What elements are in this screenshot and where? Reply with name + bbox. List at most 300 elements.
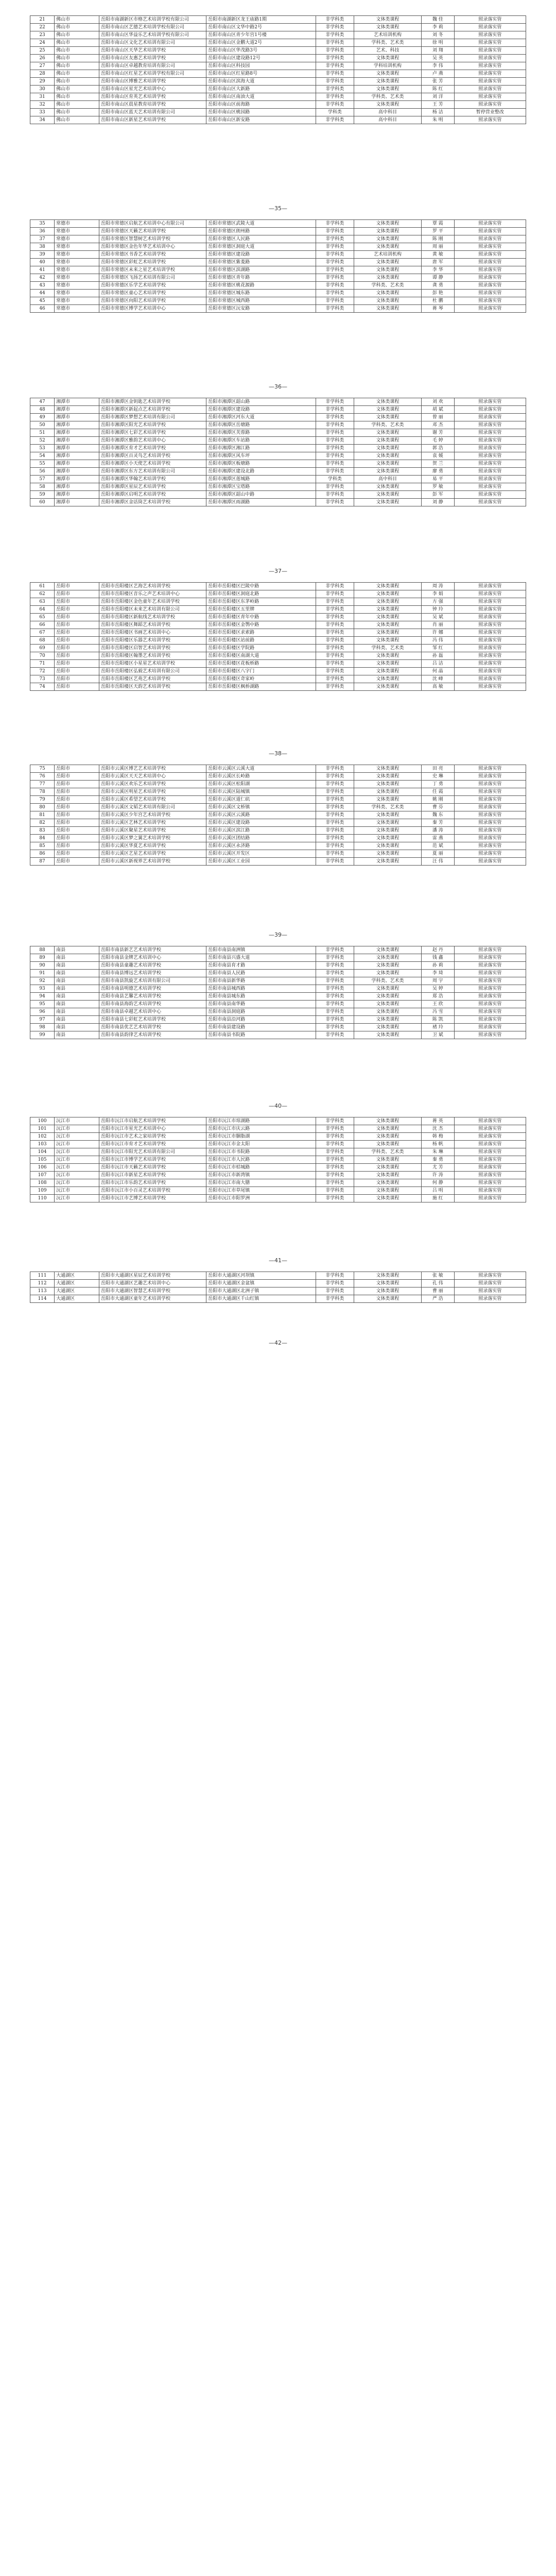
row-remark: 照录落实管 [454,850,526,858]
row-type: 非学科类 [316,683,354,691]
row-type: 非学科类 [316,1133,354,1141]
row-school-name: 岳阳市沅江市天籁艺术培训学校 [99,1164,206,1172]
row-address: 岳阳市南山区金鹏大道2号 [206,39,316,47]
row-remark: 照录落实管 [454,86,526,93]
row-course: 文体类课程 [354,70,422,78]
row-address: 岳阳市岳阳楼区枫桥湖路 [206,683,316,691]
row-number: 75 [30,765,55,773]
row-address: 岳阳市湘潭区岳塘路 [206,421,316,429]
row-city: 湘潭市 [55,476,99,483]
row-contact: 张 芳 [421,78,454,86]
table-row [30,31,526,39]
row-number: 71 [30,660,55,668]
row-address: 岳阳市南湖新区龙王庙路1期 [206,16,316,24]
row-school-name: 岳阳市南山区艺德艺术培训学校有限公司 [99,24,206,31]
row-school-name: 岳阳市云溪区聚星艺术培训学校 [99,827,206,835]
row-city: 常德市 [55,266,99,274]
row-number: 76 [30,773,55,781]
row-course: 文体类课程 [354,398,422,406]
row-city: 岳阳市 [55,683,99,691]
row-address: 岳阳市常德区桃花源路 [206,282,316,290]
row-remark: 照录落实管 [454,116,526,124]
row-course: 学科类、艺术类 [354,1148,422,1156]
row-number: 113 [30,1287,55,1295]
row-number: 93 [30,985,55,993]
row-school-name: 岳阳市沅江市育才艺术培训学校 [99,1141,206,1148]
row-school-name: 岳阳市常德区书香艺术培训学校 [99,251,206,259]
row-city: 佛山市 [55,116,99,124]
row-course: 文体类课程 [354,781,422,788]
page-number: —38— [269,750,287,757]
row-type: 非学科类 [316,962,354,970]
row-number: 26 [30,55,55,62]
row-course: 文体类课程 [354,305,422,313]
row-address: 岳阳市南山区华茂路3号 [206,47,316,55]
table-row [30,452,526,460]
row-remark: 照录落实管 [454,954,526,962]
row-address: 岳阳市南县建设路 [206,1024,316,1031]
row-address: 岳阳市沅江市金太阳 [206,1141,316,1148]
table-row [30,804,526,811]
row-address: 岳阳市云溪区松阳湖 [206,781,316,788]
row-city: 岳阳市 [55,827,99,835]
row-course: 文体类课程 [354,235,422,243]
row-course: 文体类课程 [354,1295,422,1303]
row-number: 49 [30,414,55,421]
row-number: 69 [30,645,55,652]
row-remark: 照录落实管 [454,1164,526,1172]
page-number: —42— [269,1340,287,1346]
row-contact: 孔 伟 [421,1280,454,1287]
row-address: 岳阳市湘潭区湘江路 [206,445,316,452]
row-school-name: 岳阳市湘潭区金钥匙艺术培训学校 [99,398,206,406]
row-city: 佛山市 [55,31,99,39]
table-row [30,668,526,675]
row-remark: 照录落实管 [454,460,526,468]
row-school-name: 岳阳市云溪区明星艺术培训学校 [99,788,206,796]
row-school-name: 岳阳市南县优艺艺术培训学校 [99,1024,206,1031]
row-contact: 何 晶 [421,668,454,675]
row-course: 文体类课程 [354,24,422,31]
row-address: 岳阳市南山区青少年宫1号楼 [206,31,316,39]
row-address: 岳阳市湘潭区建设北路 [206,468,316,476]
row-city: 佛山市 [55,101,99,109]
row-city: 湘潭市 [55,460,99,468]
row-school-name: 岳阳市云溪区天天艺术培训中心 [99,773,206,781]
row-school-name: 岳阳市岳阳楼区舞蹈艺术培训学校 [99,621,206,629]
row-school-name: 岳阳市云溪区梦之翼艺术培训学校 [99,835,206,842]
row-course: 文体类课程 [354,773,422,781]
row-course: 文体类课程 [354,78,422,86]
row-address: 岳阳市南县南华路 [206,1001,316,1008]
row-course: 文体类课程 [354,835,422,842]
row-remark: 照录落实管 [454,437,526,445]
row-school-name: 岳阳市常德区乐学艺术培训学校 [99,282,206,290]
row-remark: 照录落实管 [454,1172,526,1179]
document-page [30,1272,526,1303]
table-row [30,850,526,858]
row-type: 非学科类 [316,1008,354,1016]
table-row [30,1141,526,1148]
row-number: 64 [30,606,55,614]
page-number: —37— [269,568,287,574]
row-remark: 照录落实管 [454,491,526,499]
row-type: 非学科类 [316,583,354,590]
row-contact: 高 敏 [421,683,454,691]
row-type: 非学科类 [316,220,354,228]
row-type: 非学科类 [316,970,354,977]
row-remark: 照录落实管 [454,406,526,414]
row-school-name: 岳阳市岳阳楼区音乐之声艺术培训中心 [99,590,206,598]
row-remark: 照录落实管 [454,970,526,977]
row-school-name: 岳阳市云溪区艺林艺术培训学校 [99,819,206,827]
row-remark: 照录落实管 [454,266,526,274]
row-city: 岳阳市 [55,614,99,621]
page-number: —40— [269,1103,287,1109]
row-remark: 照录落实管 [454,101,526,109]
table-row [30,1280,526,1287]
row-address: 岳阳市云溪区工业园 [206,858,316,866]
row-number: 46 [30,305,55,313]
row-number: 36 [30,228,55,235]
row-course: 文体类课程 [354,858,422,866]
row-school-name: 岳阳市南县明德艺术培训学校 [99,985,206,993]
row-course: 学科类、艺术类 [354,93,422,101]
table-row [30,835,526,842]
page-number: —35— [269,205,287,212]
row-address: 岳阳市云溪区建设路 [206,819,316,827]
row-number: 90 [30,962,55,970]
row-city: 岳阳市 [55,660,99,668]
row-number: 73 [30,675,55,683]
row-type: 非学科类 [316,1016,354,1024]
row-course: 文体类课程 [354,406,422,414]
row-city: 南县 [55,1008,99,1016]
row-remark: 照录落实管 [454,781,526,788]
row-course: 高中科目 [354,116,422,124]
row-type: 非学科类 [316,629,354,637]
row-course: 艺术培训机构 [354,31,422,39]
row-course: 文体类课程 [354,1125,422,1133]
table-row [30,228,526,235]
row-number: 88 [30,946,55,954]
row-contact: 吴 斌 [421,614,454,621]
row-remark: 照录落实管 [454,773,526,781]
row-school-name: 岳阳市云溪区希望艺术培训学校 [99,796,206,804]
row-remark: 照录落实管 [454,606,526,614]
row-type: 非学科类 [316,437,354,445]
table-row [30,266,526,274]
row-address: 岳阳市湘潭区韶山中路 [206,491,316,499]
row-city: 岳阳市 [55,637,99,645]
institution-table [30,1272,526,1303]
row-number: 61 [30,583,55,590]
row-course: 文体类课程 [354,819,422,827]
row-school-name: 岳阳市沅江市艺博艺术培训学校 [99,1195,206,1202]
row-contact: 潘 涛 [421,827,454,835]
row-remark: 照录落实管 [454,421,526,429]
row-number: 37 [30,235,55,243]
table-row [30,796,526,804]
row-address: 岳阳市云溪区云溪大道 [206,765,316,773]
row-course: 文体类课程 [354,1133,422,1141]
table-row [30,1272,526,1280]
row-number: 106 [30,1164,55,1172]
row-type: 非学科类 [316,259,354,266]
row-remark: 照录落实管 [454,220,526,228]
row-address: 岳阳市湘潭区建设路 [206,406,316,414]
row-remark: 照录落实管 [454,645,526,652]
row-number: 53 [30,445,55,452]
row-number: 97 [30,1016,55,1024]
row-remark: 照录落实管 [454,621,526,629]
row-type: 非学科类 [316,954,354,962]
row-contact: 韩 梅 [421,1133,454,1141]
row-city: 佛山市 [55,62,99,70]
row-contact: 沈 杰 [421,1125,454,1133]
row-contact: 吴 婷 [421,985,454,993]
row-type: 非学科类 [316,675,354,683]
row-course: 文体类课程 [354,1001,422,1008]
row-type: 非学科类 [316,977,354,985]
table-row [30,93,526,101]
row-contact: 吕 洁 [421,660,454,668]
row-course: 文体类课程 [354,668,422,675]
table-row [30,1195,526,1202]
row-address: 岳阳市南县城东路 [206,993,316,1001]
table-row [30,243,526,251]
row-school-name: 岳阳市沅江市阳光艺术培训有限公司 [99,1148,206,1156]
row-address: 岳阳市沅江市胭脂湖 [206,1133,316,1141]
row-school-name: 岳阳市湘潭区雅韵艺术培训中心 [99,437,206,445]
table-row [30,977,526,985]
row-address: 岳阳市沅江市新湾镇 [206,1172,316,1179]
row-type: 非学科类 [316,1295,354,1303]
row-type: 非学科类 [316,668,354,675]
row-city: 岳阳市 [55,606,99,614]
row-city: 湘潭市 [55,445,99,452]
row-number: 65 [30,614,55,621]
table-row [30,483,526,491]
institution-table [30,765,526,866]
row-type: 非学科类 [316,765,354,773]
row-remark: 照录落实管 [454,468,526,476]
row-contact: 郭 浩 [421,445,454,452]
row-type: 非学科类 [316,491,354,499]
row-city: 南县 [55,970,99,977]
row-contact: 钱 鑫 [421,954,454,962]
row-type: 非学科类 [316,1031,354,1039]
row-course: 文体类课程 [354,1280,422,1287]
row-course: 文体类课程 [354,954,422,962]
row-number: 67 [30,629,55,637]
row-remark: 照录落实管 [454,16,526,24]
row-address: 岳阳市南山区科技园 [206,62,316,70]
row-course: 文体类课程 [354,274,422,282]
table-row [30,629,526,637]
row-contact: 邓 杰 [421,421,454,429]
table-row [30,1001,526,1008]
row-remark: 照录落实管 [454,24,526,31]
document-page [30,15,526,124]
row-city: 岳阳市 [55,796,99,804]
row-course: 文体类课程 [354,842,422,850]
row-type: 非学科类 [316,796,354,804]
row-city: 常德市 [55,274,99,282]
row-city: 沅江市 [55,1141,99,1148]
row-contact: 胡 斌 [421,406,454,414]
row-school-name: 岳阳市大通湖区艺趣艺术培训中心 [99,1280,206,1287]
row-course: 文体类课程 [354,850,422,858]
row-contact: 陈 刚 [421,235,454,243]
table-row [30,297,526,305]
row-number: 68 [30,637,55,645]
row-number: 25 [30,47,55,55]
row-type: 非学科类 [316,985,354,993]
table-row [30,606,526,614]
row-city: 佛山市 [55,16,99,24]
row-remark: 照录落实管 [454,819,526,827]
row-number: 41 [30,266,55,274]
row-number: 62 [30,590,55,598]
row-school-name: 岳阳市常德区智慧树艺术培训学校 [99,235,206,243]
table-row [30,993,526,1001]
row-type: 非学科类 [316,590,354,598]
row-school-name: 岳阳市云溪区欢乐艺术培训学校 [99,781,206,788]
row-type: 非学科类 [316,858,354,866]
row-school-name: 岳阳市常德区飞扬艺术培训有限公司 [99,274,206,282]
row-city: 佛山市 [55,24,99,31]
row-address: 岳阳市云溪区道仁矶 [206,796,316,804]
row-school-name: 岳阳市云溪区华夏艺术培训学校 [99,842,206,850]
row-contact: 丁 勇 [421,781,454,788]
row-number: 52 [30,437,55,445]
row-address: 岳阳市沅江市南大膳 [206,1179,316,1187]
table-row [30,1133,526,1141]
row-school-name: 岳阳市南县凯旋艺术培训有限公司 [99,977,206,985]
row-school-name: 岳阳市南山区星光艺术培训中心 [99,86,206,93]
row-remark: 照录落实管 [454,1148,526,1156]
row-school-name: 岳阳市沅江市乐韵艺术培训学校 [99,1179,206,1187]
row-address: 岳阳市南县城西路 [206,985,316,993]
row-remark: 照录落实管 [454,55,526,62]
row-number: 51 [30,429,55,437]
row-type: 非学科类 [316,251,354,259]
row-number: 109 [30,1187,55,1195]
row-remark: 照录落实管 [454,660,526,668]
row-contact: 钟 玲 [421,606,454,614]
row-city: 佛山市 [55,109,99,116]
row-remark: 照录落实管 [454,1133,526,1141]
row-course: 文体类课程 [354,429,422,437]
row-city: 大通湖区 [55,1280,99,1287]
row-address: 岳阳市南县兴盛大道 [206,954,316,962]
row-type: 非学科类 [316,228,354,235]
table-row [30,55,526,62]
row-city: 湘潭市 [55,398,99,406]
table-row [30,788,526,796]
row-school-name: 岳阳市常德区博学艺术培训中心 [99,305,206,313]
table-row [30,101,526,109]
row-type: 非学科类 [316,406,354,414]
row-remark: 照录落实管 [454,1280,526,1287]
row-school-name: 岳阳市南县金牌艺术培训中心 [99,954,206,962]
row-address: 岳阳市南县书院路 [206,1031,316,1039]
row-address: 岳阳市岳阳楼区站前路 [206,637,316,645]
row-type: 非学科类 [316,1187,354,1195]
row-type: 非学科类 [316,1156,354,1164]
row-school-name: 岳阳市湘潭区阳光艺术培训学校 [99,421,206,429]
row-contact: 贺 兰 [421,460,454,468]
row-city: 岳阳市 [55,598,99,606]
table-row [30,773,526,781]
row-remark: 照录落实管 [454,282,526,290]
row-course: 文体类课程 [354,16,422,24]
row-school-name: 岳阳市湘潭区东方艺术培训有限公司 [99,468,206,476]
row-number: 107 [30,1172,55,1179]
row-type: 非学科类 [316,788,354,796]
row-course: 文体类课程 [354,1272,422,1280]
row-city: 沅江市 [55,1156,99,1164]
table-row [30,1117,526,1125]
row-contact: 徐 明 [421,39,454,47]
row-city: 岳阳市 [55,773,99,781]
table-row [30,858,526,866]
row-city: 佛山市 [55,47,99,55]
row-number: 43 [30,282,55,290]
institution-table [30,15,526,124]
row-type: 非学科类 [316,781,354,788]
row-school-name: 岳阳市常德区天籁艺术培训学校 [99,228,206,235]
row-remark: 照录落实管 [454,614,526,621]
row-number: 30 [30,86,55,93]
row-contact: 刘 冬 [421,31,454,39]
row-type: 非学科类 [316,414,354,421]
row-remark: 照录落实管 [454,946,526,954]
row-remark: 照录落实管 [454,445,526,452]
table-row [30,946,526,954]
row-address: 岳阳市常德区青年路 [206,274,316,282]
row-school-name: 岳阳市沅江市小百灵艺术培训学校 [99,1187,206,1195]
row-contact: 孙 磊 [421,652,454,660]
row-course: 文体类课程 [354,583,422,590]
table-row [30,86,526,93]
row-school-name: 岳阳市常德区启航艺术培训中心有限公司 [99,220,206,228]
row-course: 学科类、艺术类 [354,804,422,811]
row-type: 非学科类 [316,652,354,660]
row-city: 岳阳市 [55,781,99,788]
row-type: 非学科类 [316,116,354,124]
row-course: 学科类、艺术类 [354,977,422,985]
row-address: 岳阳市南山区南油大道 [206,93,316,101]
row-city: 沅江市 [55,1164,99,1172]
row-number: 24 [30,39,55,47]
row-type: 非学科类 [316,266,354,274]
row-address: 岳阳市岳阳楼区青年中路 [206,614,316,621]
row-course: 文体类课程 [354,1287,422,1295]
table-row [30,251,526,259]
table-row [30,1031,526,1039]
row-city: 沅江市 [55,1172,99,1179]
table-row [30,645,526,652]
row-address: 岳阳市大通湖区河坝镇 [206,1272,316,1280]
row-number: 77 [30,781,55,788]
row-course: 文体类课程 [354,811,422,819]
row-address: 岳阳市南县洞庭路 [206,1008,316,1016]
row-number: 94 [30,993,55,1001]
row-contact: 刘 翔 [421,47,454,55]
table-row [30,954,526,962]
